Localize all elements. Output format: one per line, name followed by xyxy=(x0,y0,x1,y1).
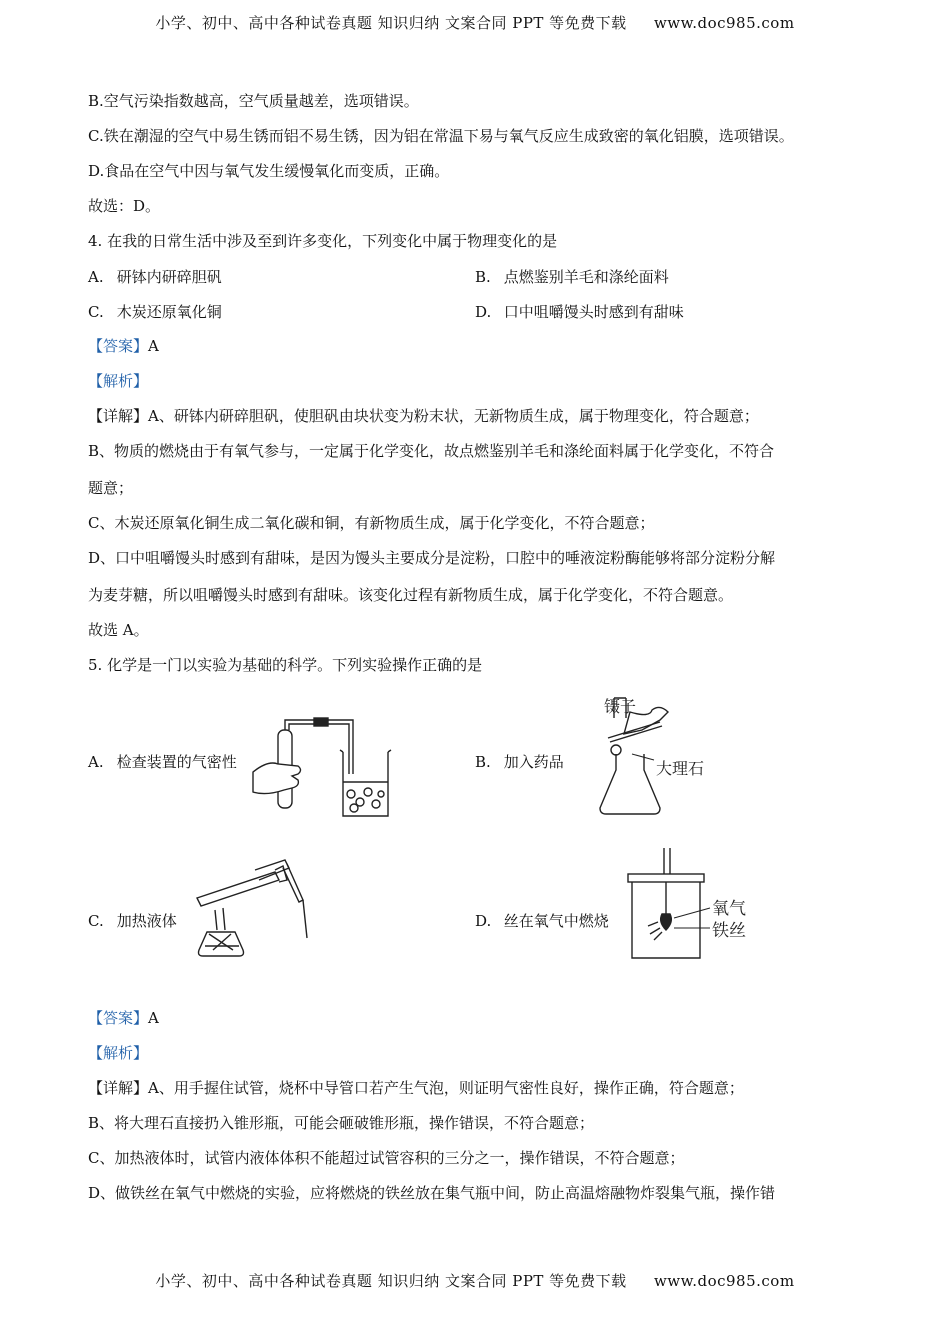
option-text: 丝在氧气中燃烧 xyxy=(503,912,609,930)
q4-option-b xyxy=(475,266,669,287)
tweezers-label: 镊子 xyxy=(604,697,637,716)
q5-detail-line: B、将大理石直接扔入锥形瓶，可能会砸破锥形瓶，操作错误，不符合题意； xyxy=(88,1114,595,1132)
q5-analysis xyxy=(88,1042,148,1063)
footer-text: 小学、初中、高中各种试卷真题 知识归纳 文案合同 PPT 等免费下载 xyxy=(155,1272,627,1290)
option-label: D. xyxy=(475,303,492,321)
option-label: A. xyxy=(88,753,104,771)
q4-detail-line xyxy=(88,405,759,426)
option-text: 木炭还原氧化铜 xyxy=(116,303,222,321)
analysis-tag: 【解析】 xyxy=(88,372,149,390)
page-footer xyxy=(0,1270,950,1291)
q4-stem: 4. 在我的日常生活中涉及至到许多变化，下列变化中属于物理变化的是 xyxy=(88,232,558,250)
detail-tag: 【详解】 xyxy=(88,407,149,425)
figure-heat-liquid xyxy=(195,850,325,965)
marble-label: 大理石 xyxy=(656,759,705,778)
detail-tag: 【详解】 xyxy=(88,1079,149,1097)
option-text: 加入药品 xyxy=(503,753,564,771)
q4-detail-line: 为麦芽糖，所以咀嚼馒头时感到有甜味。该变化过程有新物质生成，属于化学变化，不符合题意。 xyxy=(88,586,734,604)
option-text: 加热液体 xyxy=(116,912,177,930)
q5-detail-line xyxy=(88,1077,744,1098)
q5-answer xyxy=(88,1007,159,1028)
prev-line-d: D.食品在空气中因与氧气发生缓慢氧化而变质，正确。 xyxy=(88,162,450,180)
option-text: 口中咀嚼馒头时感到有甜味 xyxy=(503,303,684,321)
q4-option-d xyxy=(475,301,684,322)
option-label: C. xyxy=(88,912,104,930)
answer-value: A xyxy=(148,1009,159,1027)
prev-choice: 故选：D。 xyxy=(88,197,161,215)
q4-detail-line: 题意； xyxy=(88,479,134,497)
option-label: B. xyxy=(475,753,491,771)
q5-option-c xyxy=(88,910,177,931)
iron-wire-label: 铁丝 xyxy=(712,921,746,941)
option-text: 点燃鉴别羊毛和涤纶面料 xyxy=(503,268,669,286)
option-label: D. xyxy=(475,912,492,930)
q4-answer xyxy=(88,335,159,356)
figure-iron-wire-oxygen xyxy=(618,848,768,968)
prev-line-c: C.铁在潮湿的空气中易生锈而铝不易生锈，因为铝在常温下易与氧气反应生成致密的氧化铝膜，选项错误。 xyxy=(88,127,794,145)
page-header xyxy=(0,12,950,33)
q5-option-b xyxy=(475,751,564,772)
prev-line-b: B.空气污染指数越高，空气质量越差，选项错误。 xyxy=(88,92,419,110)
analysis-tag: 【解析】 xyxy=(88,1044,149,1062)
q5-stem: 5. 化学是一门以实验为基础的科学。下列实验操作正确的是 xyxy=(88,656,483,674)
oxygen-label: 氧气 xyxy=(712,899,746,919)
q4-analysis xyxy=(88,370,148,391)
q4-detail-line: D、口中咀嚼馒头时感到有甜味，是因为馒头主要成分是淀粉，口腔中的唾液淀粉酶能够将部分淀粉分解 xyxy=(88,549,776,567)
answer-tag: 【答案】 xyxy=(88,1009,149,1027)
q5-detail-line: C、加热液体时，试管内液体体积不能超过试管容积的三分之一，操作错误，不符合题意； xyxy=(88,1149,685,1167)
q5-option-d xyxy=(475,910,609,931)
q4-detail-line: B、物质的燃烧由于有氧气参与，一定属于化学变化，故点燃鉴别羊毛和涤纶面料属于化学变化，不符合 xyxy=(88,442,775,460)
detail-text: A、用手握住试管，烧杯中导管口若产生气泡，则证明气密性良好，操作正确，符合题意； xyxy=(148,1079,744,1097)
figure-airtightness-check xyxy=(248,712,398,822)
option-label: C. xyxy=(88,303,104,321)
option-text: 检查装置的气密性 xyxy=(116,753,237,771)
q4-option-a xyxy=(88,266,222,287)
detail-text: A、研钵内研碎胆矾，使胆矾由块状变为粉末状，无新物质生成，属于物理变化，符合题意； xyxy=(148,407,759,425)
q5-detail-line: D、做铁丝在氧气中燃烧的实验，应将燃烧的铁丝放在集气瓶中间，防止高温熔融物炸裂集气瓶，操作错 xyxy=(88,1184,776,1202)
q4-option-c xyxy=(88,301,222,322)
q4-detail-line: C、木炭还原氧化铜生成二氧化碳和铜，有新物质生成，属于化学变化，不符合题意； xyxy=(88,514,655,532)
answer-value: A xyxy=(148,337,159,355)
option-label: A. xyxy=(88,268,104,286)
header-text: 小学、初中、高中各种试卷真题 知识归纳 文案合同 PPT 等免费下载 xyxy=(155,14,627,32)
q5-option-a xyxy=(88,751,237,772)
option-text: 研钵内研碎胆矾 xyxy=(116,268,222,286)
option-label: B. xyxy=(475,268,491,286)
q4-choice: 故选 A。 xyxy=(88,621,149,639)
answer-tag: 【答案】 xyxy=(88,337,149,355)
footer-url[interactable]: www.doc985.com xyxy=(653,1272,795,1290)
header-url[interactable]: www.doc985.com xyxy=(653,14,795,32)
figure-add-marble xyxy=(590,690,760,825)
